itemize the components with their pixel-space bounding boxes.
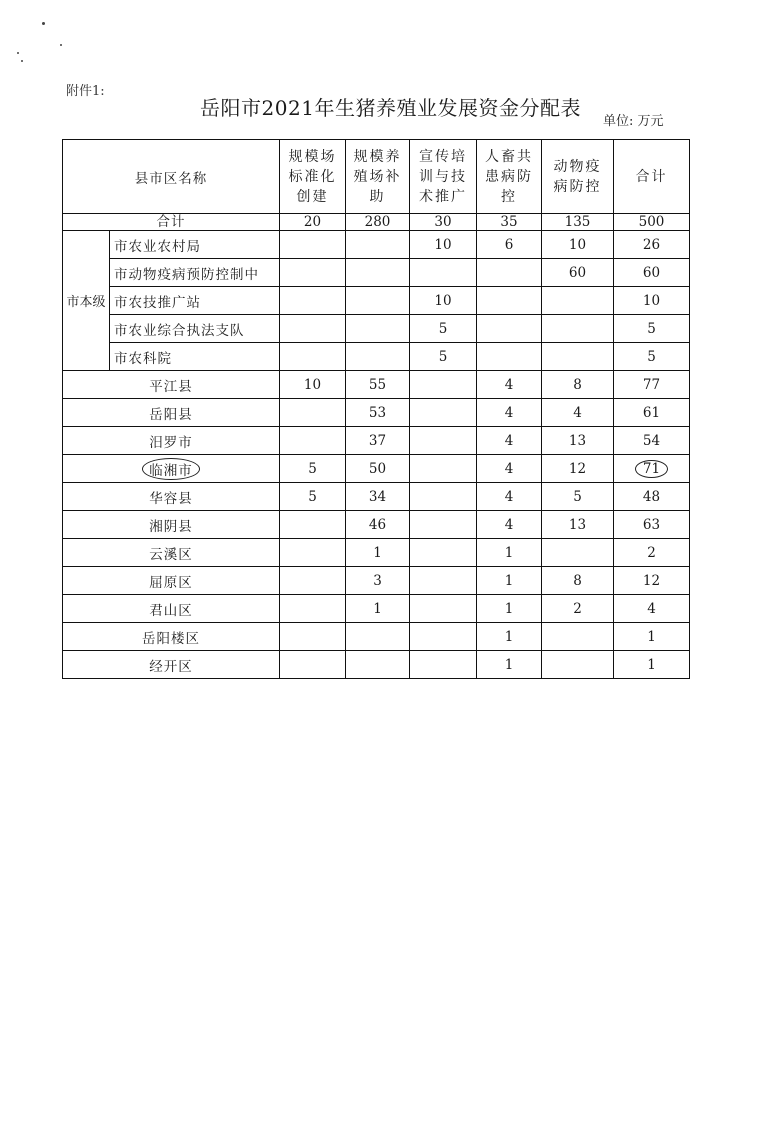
total-row-c4: 35 <box>477 214 542 231</box>
row-c4: 4 <box>477 427 542 455</box>
row-c5: 13 <box>542 511 614 539</box>
table-row <box>63 287 690 315</box>
row-c3 <box>410 567 477 595</box>
table-row <box>63 483 690 511</box>
row-c2 <box>346 623 410 651</box>
table-row <box>63 427 690 455</box>
row-total: 2 <box>614 539 690 567</box>
header-c2: 规模养殖场补助 <box>346 140 410 214</box>
city-level-label: 市本级 <box>63 231 110 371</box>
total-row-name: 合计 <box>63 214 280 231</box>
table-row <box>63 455 690 483</box>
circled-name: 临湘市 <box>142 458 200 480</box>
row-total: 5 <box>614 343 690 371</box>
row-c5: 12 <box>542 455 614 483</box>
row-c3 <box>410 427 477 455</box>
row-c1 <box>280 259 346 287</box>
row-name: 汨罗市 <box>63 427 280 455</box>
table-row <box>63 315 690 343</box>
row-name: 市农技推广站 <box>110 287 280 315</box>
header-row <box>63 140 690 214</box>
header-c5: 动物疫病防控 <box>542 140 614 214</box>
row-c3 <box>410 371 477 399</box>
total-row-c3: 30 <box>410 214 477 231</box>
row-c1 <box>280 343 346 371</box>
scan-speck <box>17 52 19 54</box>
row-c1 <box>280 399 346 427</box>
row-c2: 1 <box>346 595 410 623</box>
row-name: 岳阳楼区 <box>63 623 280 651</box>
row-name: 平江县 <box>63 371 280 399</box>
row-name: 市农业农村局 <box>110 231 280 259</box>
header-total: 合计 <box>614 140 690 214</box>
row-c2 <box>346 287 410 315</box>
table-row <box>63 371 690 399</box>
scan-speck <box>60 44 62 46</box>
row-total: 12 <box>614 567 690 595</box>
row-c2: 37 <box>346 427 410 455</box>
table-row <box>63 511 690 539</box>
row-c3 <box>410 539 477 567</box>
table-row <box>63 651 690 679</box>
row-c1 <box>280 427 346 455</box>
row-c3 <box>410 483 477 511</box>
row-c3 <box>410 651 477 679</box>
document-title: 岳阳市2021年生猪养殖业发展资金分配表 <box>200 96 581 120</box>
row-c4: 4 <box>477 455 542 483</box>
row-c5 <box>542 287 614 315</box>
row-c5 <box>542 315 614 343</box>
row-total: 63 <box>614 511 690 539</box>
row-c3 <box>410 511 477 539</box>
table-row <box>63 567 690 595</box>
table-row <box>63 595 690 623</box>
row-c5: 10 <box>542 231 614 259</box>
header-c1: 规模场标准化创建 <box>280 140 346 214</box>
total-row-c2: 280 <box>346 214 410 231</box>
header-c4: 人畜共患病防控 <box>477 140 542 214</box>
row-c4: 4 <box>477 483 542 511</box>
scan-speck <box>42 22 45 25</box>
row-c5 <box>542 651 614 679</box>
row-name: 市动物疫病预防控制中 <box>110 259 280 287</box>
table-row <box>63 231 690 259</box>
row-c4: 4 <box>477 371 542 399</box>
row-c4: 1 <box>477 539 542 567</box>
row-c4 <box>477 315 542 343</box>
row-c2: 50 <box>346 455 410 483</box>
row-name: 君山区 <box>63 595 280 623</box>
row-c5: 4 <box>542 399 614 427</box>
total-row-total: 500 <box>614 214 690 231</box>
row-c3 <box>410 623 477 651</box>
row-c5: 13 <box>542 427 614 455</box>
row-name: 华容县 <box>63 483 280 511</box>
row-total: 61 <box>614 399 690 427</box>
row-c4: 4 <box>477 511 542 539</box>
total-row-c5: 135 <box>542 214 614 231</box>
row-name: 岳阳县 <box>63 399 280 427</box>
row-total: 10 <box>614 287 690 315</box>
row-total: 1 <box>614 651 690 679</box>
row-c5 <box>542 539 614 567</box>
row-c2: 1 <box>346 539 410 567</box>
row-c2 <box>346 315 410 343</box>
row-c1 <box>280 287 346 315</box>
row-c1 <box>280 623 346 651</box>
table-row <box>63 399 690 427</box>
row-total: 48 <box>614 483 690 511</box>
row-total-cell <box>614 455 690 483</box>
row-total: 26 <box>614 231 690 259</box>
row-c5: 2 <box>542 595 614 623</box>
row-c2: 55 <box>346 371 410 399</box>
row-c1 <box>280 231 346 259</box>
row-c4 <box>477 259 542 287</box>
row-c4: 1 <box>477 651 542 679</box>
row-c2 <box>346 259 410 287</box>
row-total: 1 <box>614 623 690 651</box>
circled-total: 71 <box>635 460 668 478</box>
row-name: 云溪区 <box>63 539 280 567</box>
row-total: 60 <box>614 259 690 287</box>
row-total: 4 <box>614 595 690 623</box>
table-row <box>63 539 690 567</box>
row-c5: 5 <box>542 483 614 511</box>
row-c1 <box>280 651 346 679</box>
row-c4: 1 <box>477 623 542 651</box>
row-c3 <box>410 399 477 427</box>
row-c3: 5 <box>410 315 477 343</box>
unit-label: 单位: 万元 <box>603 114 664 129</box>
row-c2 <box>346 343 410 371</box>
row-name: 屈原区 <box>63 567 280 595</box>
row-c2: 3 <box>346 567 410 595</box>
row-c1 <box>280 567 346 595</box>
allocation-table <box>62 139 690 679</box>
row-c4 <box>477 343 542 371</box>
row-name-cell <box>63 455 280 483</box>
table-row <box>63 623 690 651</box>
row-c4: 6 <box>477 231 542 259</box>
total-row-c1: 20 <box>280 214 346 231</box>
row-c5: 8 <box>542 567 614 595</box>
row-name: 市农业综合执法支队 <box>110 315 280 343</box>
row-total: 77 <box>614 371 690 399</box>
row-c1 <box>280 511 346 539</box>
row-total: 5 <box>614 315 690 343</box>
row-c4: 4 <box>477 399 542 427</box>
row-name: 经开区 <box>63 651 280 679</box>
row-c2: 53 <box>346 399 410 427</box>
row-c2: 46 <box>346 511 410 539</box>
row-c4: 1 <box>477 595 542 623</box>
row-c1: 5 <box>280 483 346 511</box>
row-c5 <box>542 343 614 371</box>
row-c1 <box>280 315 346 343</box>
total-row <box>63 214 690 231</box>
row-c3: 5 <box>410 343 477 371</box>
table-row <box>63 343 690 371</box>
row-c4: 1 <box>477 567 542 595</box>
row-c5 <box>542 623 614 651</box>
row-c5: 8 <box>542 371 614 399</box>
row-c3: 10 <box>410 231 477 259</box>
row-c1 <box>280 595 346 623</box>
scan-speck <box>21 60 23 62</box>
row-c1 <box>280 539 346 567</box>
row-c3: 10 <box>410 287 477 315</box>
row-c2 <box>346 651 410 679</box>
row-c3 <box>410 595 477 623</box>
row-c2 <box>346 231 410 259</box>
row-c1: 5 <box>280 455 346 483</box>
row-c1: 10 <box>280 371 346 399</box>
header-name: 县市区名称 <box>63 140 280 214</box>
header-c3: 宣传培训与技术推广 <box>410 140 477 214</box>
row-name: 湘阴县 <box>63 511 280 539</box>
row-c3 <box>410 455 477 483</box>
row-c5: 60 <box>542 259 614 287</box>
row-total: 54 <box>614 427 690 455</box>
attachment-label: 附件1: <box>66 84 105 99</box>
row-c4 <box>477 287 542 315</box>
row-c2: 34 <box>346 483 410 511</box>
row-c3 <box>410 259 477 287</box>
table-row <box>63 259 690 287</box>
row-name: 市农科院 <box>110 343 280 371</box>
